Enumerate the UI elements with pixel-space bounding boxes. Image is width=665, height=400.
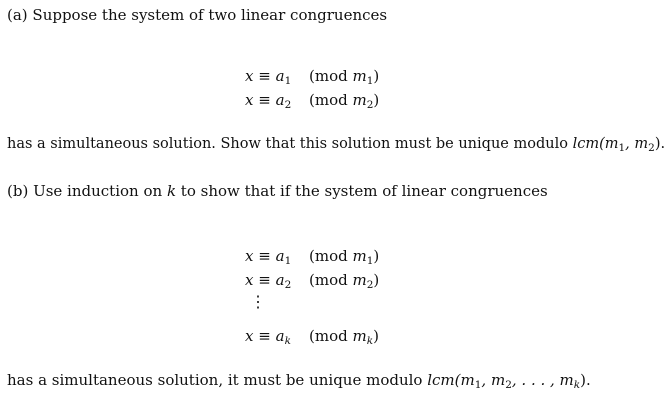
part-b-congruence-k: $x \equiv a_k$ (mod $m_k$) [245, 327, 379, 347]
part-a-congruence-2: $x \equiv a_2$ (mod $m_2$) [245, 91, 380, 111]
part-a-congruence-1: $x \equiv a_1$ (mod $m_1$) [245, 67, 380, 87]
part-a-conclusion: has a simultaneous solution. Show that this solution must be unique modulo $lcm(m_1$, $m_2$). [7, 136, 665, 154]
part-b-congruence-2: $x \equiv a_2$ (mod $m_2$) [245, 271, 380, 291]
vertical-ellipsis: ⋮ [250, 292, 266, 311]
part-b-congruence-1: $x \equiv a_1$ (mod $m_1$) [245, 247, 380, 267]
part-b-intro: (b) Use induction on k to show that if the system of linear congruences [7, 182, 548, 200]
part-b-conclusion: has a simultaneous solution, it must be unique modulo $lcm(m_1$, $m_2$, . . . , $m_k$). [7, 371, 591, 391]
part-a-intro: (a) Suppose the system of two linear congruences [7, 6, 388, 24]
